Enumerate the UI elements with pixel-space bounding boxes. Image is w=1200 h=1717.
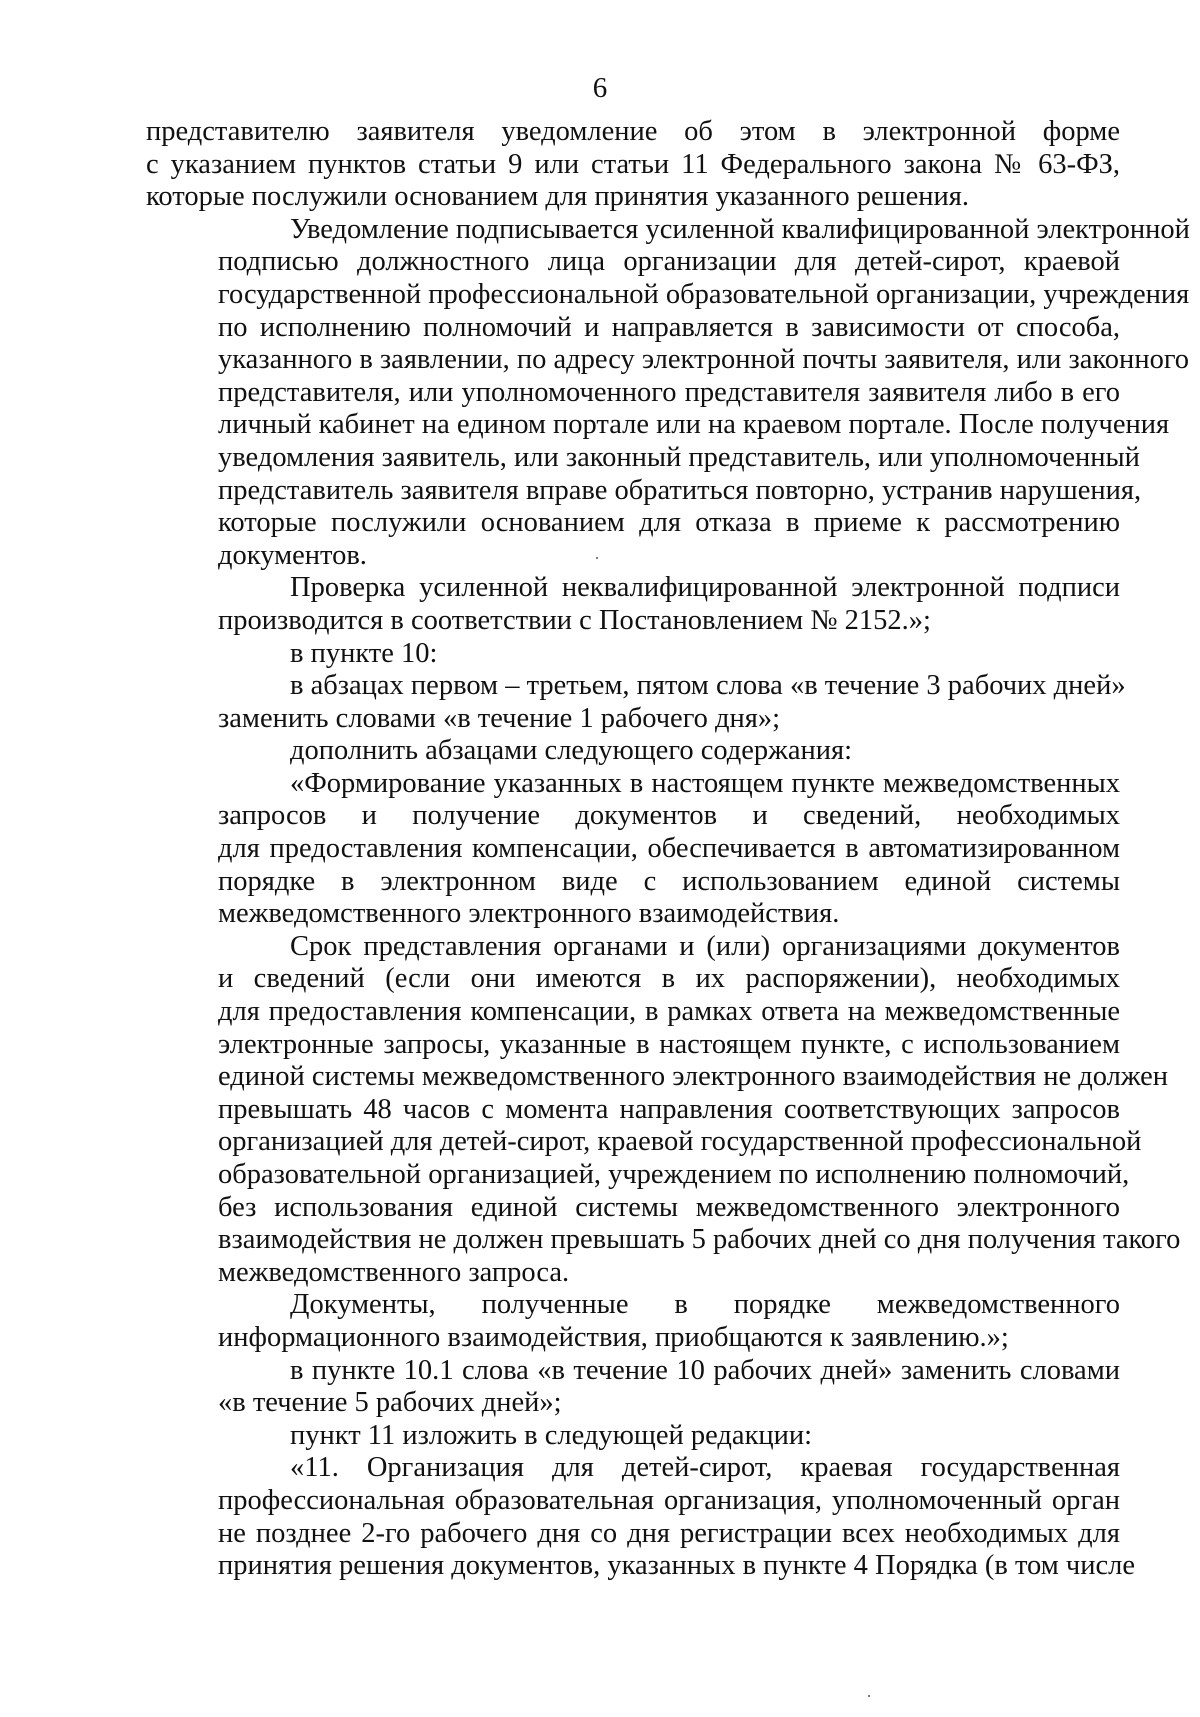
scan-speck: [868, 1695, 870, 1697]
page-number: 6: [592, 72, 608, 104]
paragraph: [146, 1420, 1120, 1453]
text-line: «11. Организация для детей-сирот, краевая государственная: [290, 1452, 1120, 1484]
paragraph: [146, 1289, 1120, 1354]
paragraph: [146, 768, 1120, 931]
text-line: для предоставления компенсации, в рамках ответа на межведомственные: [218, 996, 1120, 1028]
paragraph: [146, 116, 1120, 214]
text-line: организацией для детей-сирот, краевой государственной профессиональной: [218, 1126, 1142, 1158]
paragraph: [146, 1355, 1120, 1420]
text-line: превышать 48 часов с момента направления соответствующих запросов: [218, 1093, 1120, 1125]
text-line: Проверка усиленной неквалифицированной электронной подписи: [290, 572, 1120, 604]
text-line: указанного в заявлении, по адресу электронной почты заявителя, или законного: [218, 344, 1190, 376]
text-line: без использования единой системы межведомственного электронного: [218, 1191, 1120, 1223]
text-line: образовательной организацией, учреждением по исполнению полномочий,: [218, 1159, 1130, 1190]
text-line: порядке в электронном виде с использованием единой системы: [218, 865, 1120, 897]
text-line: заменить словами «в течение 1 рабочего дня»;: [218, 702, 781, 734]
text-line: информационного взаимодействия, приобщаются к заявлению.»;: [218, 1321, 1009, 1353]
text-line: межведомственного запроса.: [218, 1256, 570, 1288]
text-line: подписью должностного лица организации для детей-сирот, краевой: [218, 246, 1120, 278]
scan-speck: [596, 557, 598, 559]
text-line: пункт 11 изложить в следующей редакции:: [290, 1419, 813, 1451]
paragraph: [146, 1452, 1135, 1582]
text-line: в пункте 10.1 слова «в течение 10 рабочих дней» заменить словами: [290, 1354, 1120, 1386]
text-line: межведомственного электронного взаимодействия.: [218, 898, 840, 930]
text-line: производится в соответствии с Постановлением № 2152.»;: [218, 604, 931, 636]
text-line: для предоставления компенсации, обеспечивается в автоматизированном: [218, 833, 1120, 865]
text-line: представитель заявителя вправе обратиться повторно, устранив нарушения,: [218, 474, 1142, 506]
text-line: в пункте 10:: [290, 637, 438, 669]
paragraph: [146, 213, 1190, 573]
text-line: запросов и получение документов и сведений, необходимых: [218, 800, 1120, 832]
text-line: профессиональная образовательная организация, уполномоченный орган: [218, 1484, 1120, 1516]
text-line: «в течение 5 рабочих дней»;: [218, 1387, 562, 1419]
text-line: принятия решения документов, указанных в пункте 4 Порядка (в том числе: [218, 1550, 1135, 1582]
paragraph: [146, 572, 1120, 637]
paragraph: [146, 670, 1126, 735]
text-line: которые послужили основанием для принятия указанного решения.: [146, 181, 970, 213]
text-line: Уведомление подписывается усиленной квалифицированной электронной: [290, 213, 1190, 245]
text-line: документов.: [218, 539, 367, 571]
paragraph: [146, 735, 1120, 768]
text-line: государственной профессиональной образовательной организации, учреждения: [218, 278, 1190, 310]
text-line: не позднее 2-го рабочего дня со дня регистрации всех необходимых для: [218, 1517, 1120, 1549]
text-line: взаимодействия не должен превышать 5 рабочих дней со дня получения такого: [218, 1224, 1181, 1256]
text-line: представителю заявителя уведомление об этом в электронной форме: [146, 116, 1120, 147]
text-line: представителя, или уполномоченного представителя заявителя либо в его: [218, 376, 1120, 408]
text-line: «Формирование указанных в настоящем пункте межведомственных: [290, 767, 1120, 799]
text-line: электронные запросы, указанные в настоящем пункте, с использованием: [218, 1028, 1120, 1060]
text-line: личный кабинет на едином портале или на краевом портале. После получения: [218, 409, 1170, 441]
text-line: в абзацах первом – третьем, пятом слова «в течение 3 рабочих дней»: [290, 670, 1126, 702]
text-line: уведомления заявитель, или законный представитель, или уполномоченный: [218, 441, 1140, 473]
text-line: дополнить абзацами следующего содержания:: [290, 735, 853, 767]
document-body: [146, 116, 1190, 1583]
text-line: и сведений (если они имеются в их распоряжении), необходимых: [218, 963, 1120, 995]
text-line: единой системы межведомственного электронного взаимодействия не должен: [218, 1061, 1169, 1093]
text-line: Срок представления органами и (или) организациями документов: [290, 930, 1120, 962]
text-line: с указанием пунктов статьи 9 или статьи 11 Федерального закона № 63-ФЗ,: [146, 148, 1120, 180]
paragraph: [146, 930, 1181, 1290]
text-line: Документы, полученные в порядке межведомственного: [290, 1289, 1120, 1321]
text-line: по исполнению полномочий и направляется в зависимости от способа,: [218, 311, 1120, 343]
paragraph: [146, 638, 1120, 671]
text-line: которые послужили основанием для отказа в приеме к рассмотрению: [218, 507, 1120, 539]
